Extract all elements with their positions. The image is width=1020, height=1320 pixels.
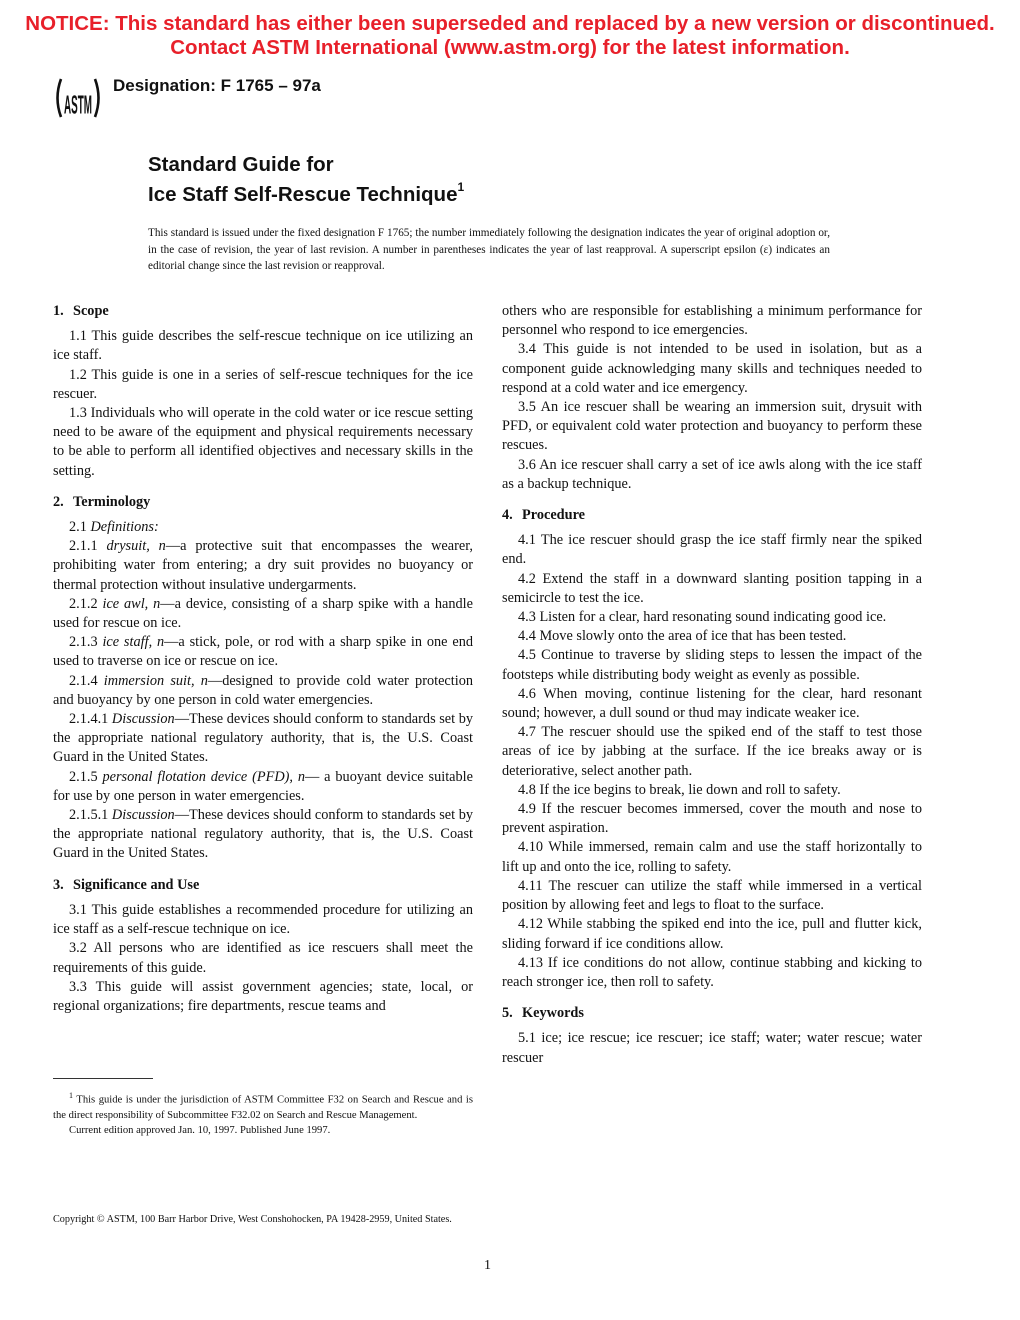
section-title: Keywords — [522, 1005, 584, 1022]
document-title — [148, 152, 464, 207]
definition-discussion: 2.1.5.1 Discussion—These devices should conform to standards set by the appropriate national regulatory authority, that is, the U.S. Coast Guard in the United States. — [53, 807, 473, 862]
section-title: Significance and Use — [73, 876, 200, 893]
paragraph: 4.8 If the ice begins to break, lie down and roll to safety. — [518, 781, 841, 798]
paragraph: 3.3 This guide will assist government agencies; state, local, or regional organizations; fire departments, rescue teams and — [53, 978, 473, 1014]
definition-discussion: 2.1.4.1 Discussion—These devices should conform to standards set by the appropriate national regulatory authority, that is, the U.S. Coast Guard in the United States. — [53, 711, 473, 766]
paragraph: 4.7 The rescuer should use the spiked end of the staff to test those areas of ice by jabbing at the surface. If the ice breaks away or is deteriorative, select another path. — [502, 724, 922, 779]
definition-subheading: 2.1 Definitions: — [69, 519, 159, 536]
definition: 2.1.1 drysuit, n—a protective suit that encompasses the wearer, prohibiting water from entering; a dry suit provides no buoyancy or thermal protection without insulative undergarments. — [53, 538, 473, 593]
section-number: 2. — [53, 493, 64, 510]
paragraph: 4.10 While immersed, remain calm and use the staff horizontally to lift up and onto the ice, rolling to safety. — [502, 839, 922, 875]
paragraph: 3.4 This guide is not intended to be used in isolation, but as a component guide acknowledging many skills and techniques needed to respond at a cold water and ice emergency. — [502, 341, 922, 396]
copyright-notice: Copyright © ASTM, 100 Barr Harbor Drive, West Conshohocken, PA 19428-2959, United States. — [53, 1214, 452, 1225]
section-heading-procedure — [502, 506, 922, 525]
section-number: 5. — [502, 1005, 513, 1022]
paragraph: 4.6 When moving, continue listening for the clear, hard resonant sound; however, a dull sound or thud may indicate weaker ice. — [502, 685, 922, 722]
right-column — [502, 302, 922, 1068]
paragraph: 1.3 Individuals who will operate in the cold water or ice rescue setting need to be aware of the equipment and physical requirements necessary to be able to perform all identified objectives and necessary skills in the setting. — [53, 405, 473, 479]
section-number: 4. — [502, 507, 513, 524]
section-heading-significance — [53, 876, 473, 895]
paragraph: 3.5 An ice rescuer shall be wearing an immersion suit, drysuit with PFD, or equivalent cold water protection and buoyancy to perform these rescues. — [502, 399, 922, 454]
paragraph: 4.12 While stabbing the spiked end into the ice, pull and flutter kick, sliding forward if ice conditions allow. — [502, 916, 922, 952]
paragraph: 3.1 This guide establishes a recommended procedure for utilizing an ice staff as a self-rescue technique on ice. — [53, 901, 473, 938]
definition: 2.1.2 ice awl, n—a device, consisting of a sharp spike with a handle used for rescue on ice. — [53, 595, 473, 632]
svg-text:ASTM: ASTM — [64, 91, 92, 120]
paragraph: 4.1 The ice rescuer should grasp the ice staff firmly near the spiked end. — [502, 532, 922, 568]
paragraph: 4.11 The rescuer can utilize the staff while immersed in a vertical position by allowing feet and legs to float to the surface. — [502, 877, 922, 914]
title-line-1: Standard Guide for — [148, 153, 334, 176]
paragraph: 3.6 An ice rescuer shall carry a set of ice awls along with the ice staff as a backup technique. — [502, 456, 922, 492]
footnote-text: $^1$ This guide is under the jurisdiction of ASTM Committee F32 on Search and Rescue and is the direct responsibility of Subcommittee F32.02 on Search and Rescue Management. — [53, 1091, 473, 1121]
paragraph: 4.13 If ice conditions do not allow, continue stabbing and kicking to reach stronger ice, then roll to safety. — [502, 954, 922, 990]
astm-logo — [52, 76, 104, 120]
paragraph: 4.9 If the rescuer becomes immersed, cover the mouth and nose to prevent aspiration. — [502, 801, 922, 837]
footnote-mark: 1 — [69, 1091, 73, 1100]
page-number: 1 — [484, 1258, 491, 1273]
paragraph: 4.2 Extend the staff in a downward slanting position tapping in a semicircle to test the ice. — [502, 570, 922, 606]
notice-line-2: Contact ASTM International (www.astm.org) for the latest information. — [170, 36, 850, 59]
title-text: Ice Staff Self-Rescue Technique — [148, 182, 458, 206]
paragraph: 1.2 This guide is one in a series of self-rescue techniques for the ice rescuer. — [53, 366, 473, 402]
footnote — [53, 1088, 473, 1138]
paragraph: 4.5 Continue to traverse by sliding steps to lessen the impact of the footsteps while distributing body weight as evenly as possible. — [502, 647, 922, 683]
left-column — [53, 302, 473, 1016]
supersession-notice — [0, 12, 1020, 60]
paragraph: 5.1 ice; ice rescue; ice rescuer; ice staff; water; water rescue; water rescuer — [502, 1030, 922, 1066]
definition: 2.1.4 immersion suit, n—designed to provide cold water protection and buoyancy by one person in cold water emergencies. — [53, 672, 474, 708]
section-heading-terminology — [53, 493, 473, 512]
paragraph: 1.1 This guide describes the self-rescue technique on ice utilizing an ice staff. — [53, 328, 473, 364]
section-title: Procedure — [522, 507, 585, 524]
definition: 2.1.5 personal flotation device (PFD), n— a buoyant device suitable for use by one person in water emergencies. — [53, 768, 473, 804]
section-number: 3. — [53, 876, 64, 893]
paragraph: 4.3 Listen for a clear, hard resonating sound indicating good ice. — [518, 609, 887, 626]
paragraph: 3.2 All persons who are identified as ice rescuers shall meet the requirements of this guide. — [53, 940, 473, 976]
section-title: Scope — [73, 303, 109, 319]
paragraph-continued: others who are responsible for establishing a minimum performance for personnel who respond to ice emergencies. — [502, 303, 922, 339]
definition: 2.1.3 ice staff, n—a stick, pole, or rod with a sharp spike in one end used to traverse on ice or rescue on ice. — [53, 634, 473, 670]
footnote-edition: Current edition approved Jan. 10, 1997. Published June 1997. — [69, 1124, 331, 1136]
paragraph: 4.4 Move slowly onto the area of ice that has been tested. — [518, 628, 847, 645]
section-title: Terminology — [73, 493, 151, 510]
section-heading-keywords — [502, 1004, 922, 1023]
designation: Designation: F 1765 – 97a — [113, 76, 321, 95]
astm-logo-icon — [52, 76, 104, 120]
issuance-note: This standard is issued under the fixed designation F 1765; the number immediately following the designation indicates the year of original adoption or, in the case of revision, the year of last revision. A number in parentheses indicates the year of last reapproval. A superscript epsilon (ε) indicates an editorial change since the last revision or reapproval. — [148, 227, 830, 272]
notice-line-1: NOTICE: This standard has either been superseded and replaced by a new version or discontinued. — [25, 12, 995, 35]
footnote-divider — [53, 1078, 153, 1079]
title-footnote-mark: 1 — [457, 180, 465, 194]
title-line-2 — [148, 177, 464, 207]
section-number: 1. — [53, 303, 64, 319]
section-heading-scope — [53, 302, 473, 321]
